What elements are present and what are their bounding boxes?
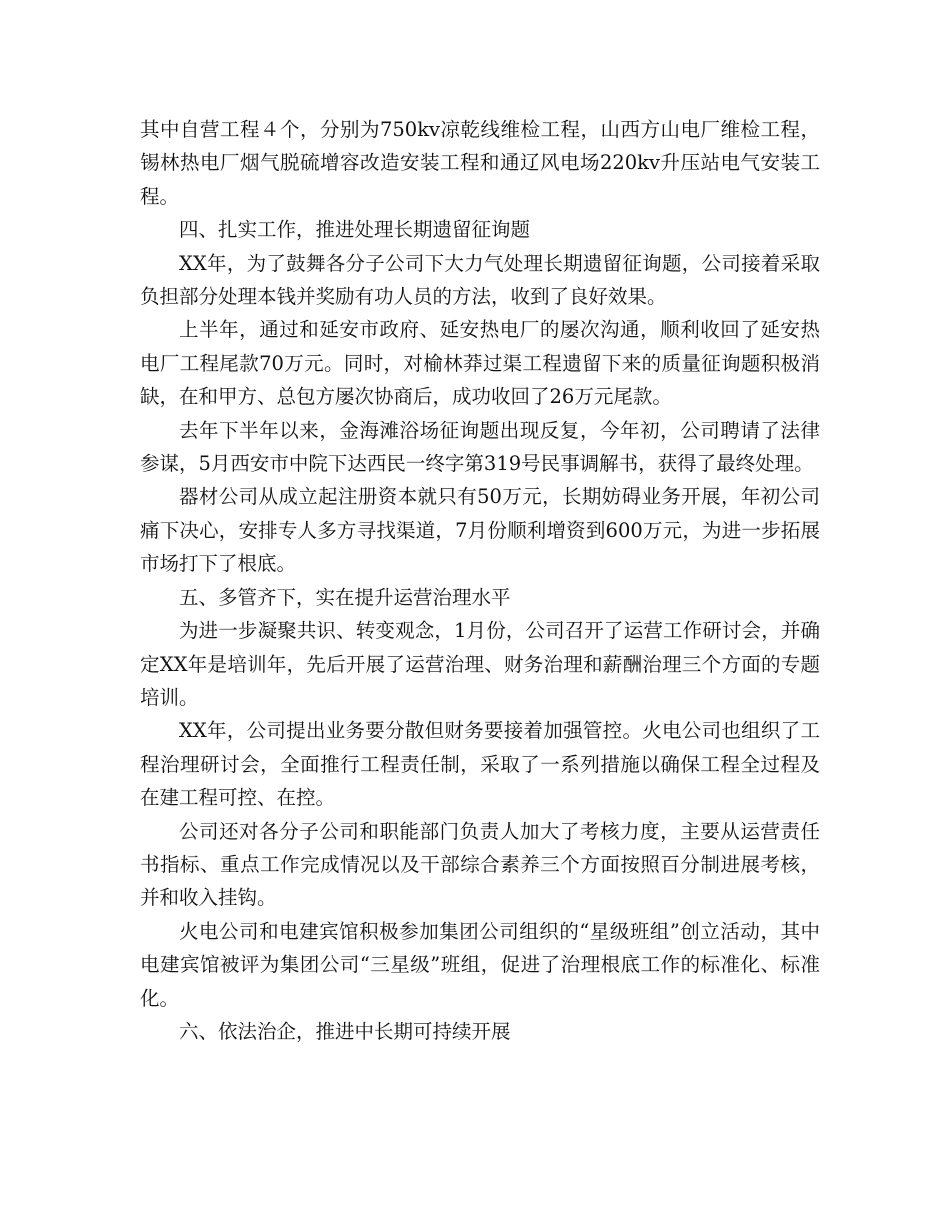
paragraph-5: 器材公司从成立起注册资本就只有50万元，长期妨碍业务开展，年初公司痛下决心，安排专人多方寻找渠道，7月份顺利增资到600万元，为进一步拓展市场打下了根底。 <box>140 485 820 576</box>
paragraph-7: XX年，公司提出业务要分散但财务要接着加强管控。火电公司也组织了工程治理研讨会，全面推行工程责任制，采取了一系列措施以确保工程全过程及在建工程可控、在控。 <box>140 719 820 810</box>
paragraph-6: 为进一步凝聚共识、转变观念，1月份，公司召开了运营工作研讨会，并确定XX年是培训年，先后开展了运营治理、财务治理和薪酬治理三个方面的专题培训。 <box>140 619 820 709</box>
paragraph-3: 上半年，通过和延安市政府、延安热电厂的屡次沟通，顺利收回了延安热电厂工程尾款70万元。同时，对榆林莽过渠工程遗留下来的质量征询题积极消缺，在和甲方、总包方屡次协商后，成功收回了26万元尾款。 <box>140 318 820 409</box>
section-heading-6: 六、依法治企，推进中长期可持续开展 <box>179 1019 511 1043</box>
paragraph-9: 火电公司和电建宾馆积极参加集团公司组织的“星级班组”创立活动，其中电建宾馆被评为集团公司“三星级”班组，促进了治理根底工作的标准化、标准化。 <box>140 919 820 1010</box>
section-heading-4: 四、扎实工作，推进处理长期遗留征询题 <box>179 218 531 242</box>
document-body <box>140 113 820 1048</box>
paragraph-4: 去年下半年以来，金海滩浴场征询题出现反复，今年初，公司聘请了法律参谋，5月西安市中院下达西民一终字第319号民事调解书，获得了最终处理。 <box>140 418 820 476</box>
section-heading-5: 五、多管齐下，实在提升运营治理水平 <box>179 585 511 609</box>
paragraph-2: XX年，为了鼓舞各分子公司下大力气处理长期遗留征询题，公司接着采取负担部分处理本钱并奖励有功人员的方法，收到了良好效果。 <box>140 251 820 309</box>
paragraph-8: 公司还对各分子公司和职能部门负责人加大了考核力度，主要从运营责任书指标、重点工作完成情况以及干部综合素养三个方面按照百分制进展考核，并和收入挂钩。 <box>140 819 820 910</box>
paragraph-1: 其中自营工程４个，分别为750kv凉乾线维检工程，山西方山电厂维检工程，锡林热电厂烟气脱硫增容改造安装工程和通辽风电场220kv升压站电气安装工程。 <box>140 118 820 208</box>
